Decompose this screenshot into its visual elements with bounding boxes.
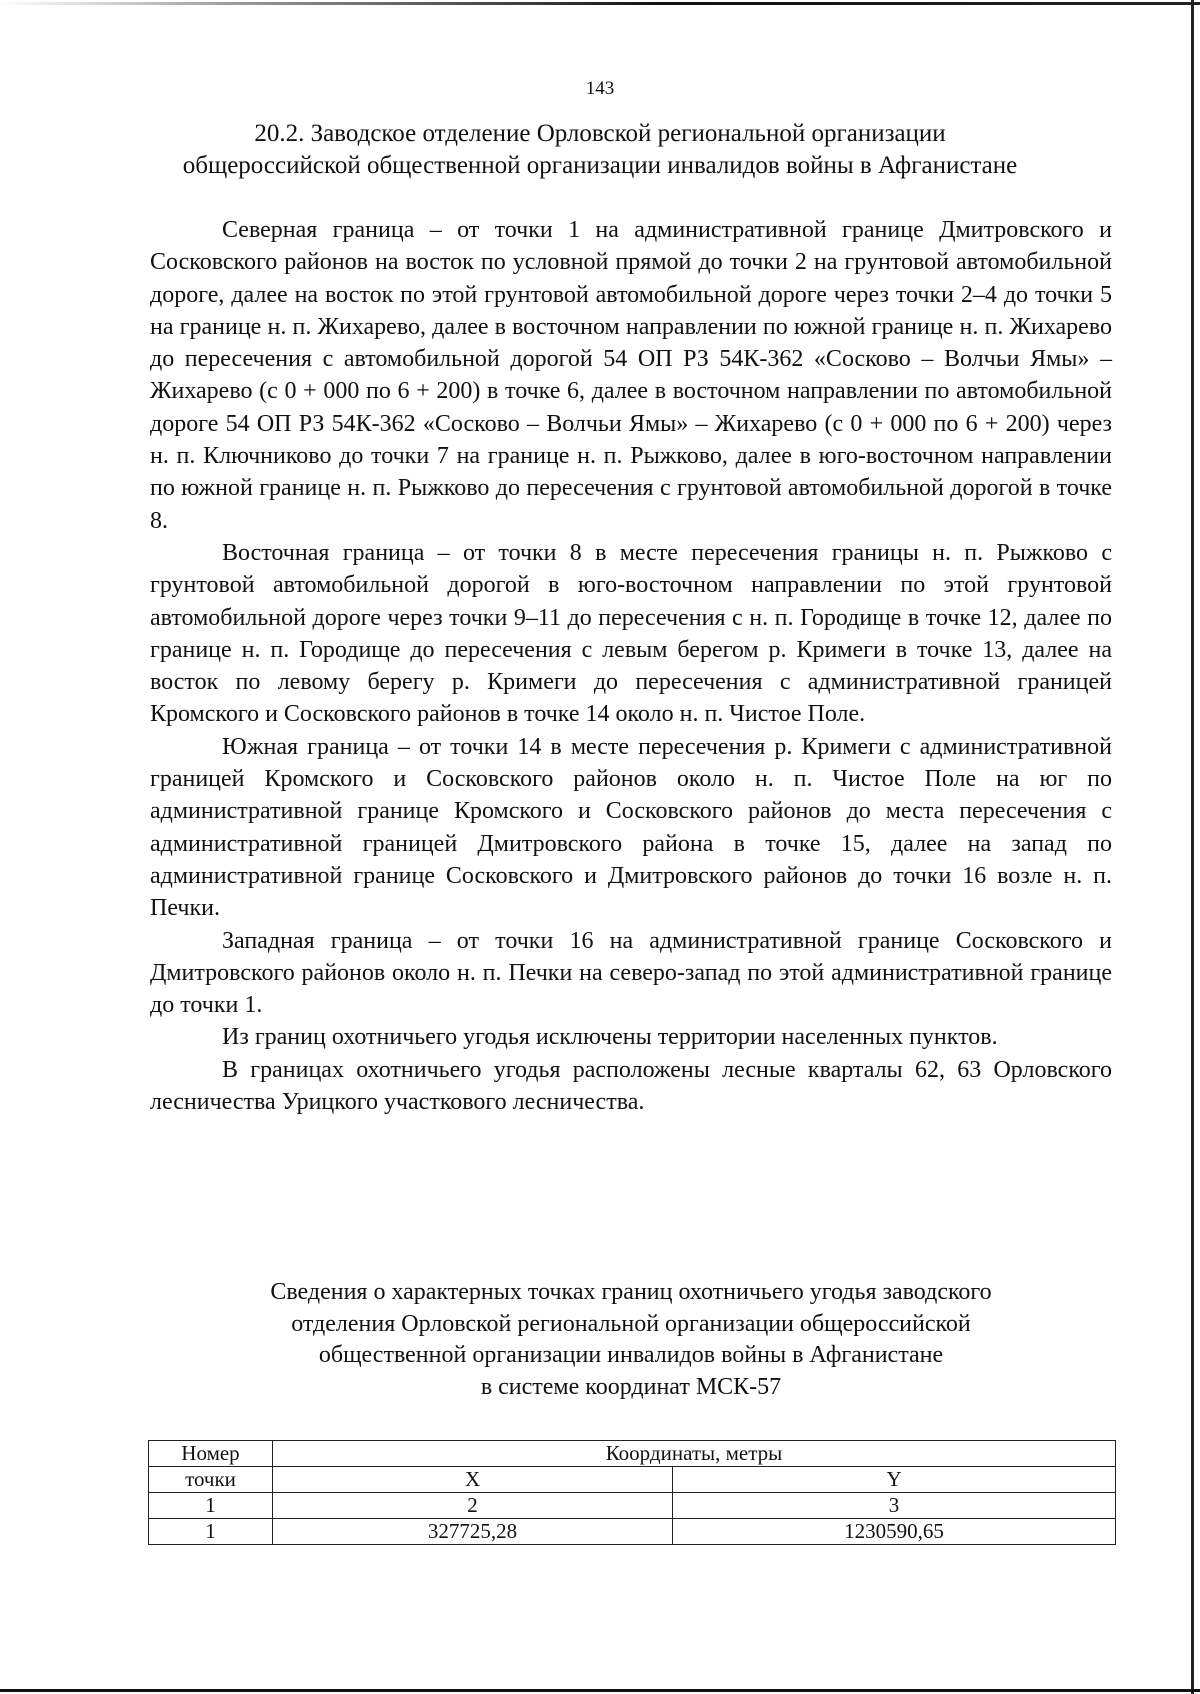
header-point-word: точки — [149, 1467, 273, 1493]
caption-line-1: Сведения о характерных точках границ охотничьего угодья заводского — [270, 1279, 992, 1305]
table-subheader-row — [149, 1467, 1116, 1493]
header-y: Y — [673, 1467, 1116, 1493]
paragraph-west-boundary: Западная граница – от точки 16 на административной границе Сосковского и Дмитровского районов около н. п. Печки на северо-запад по этой административной границе до точки 1. — [150, 927, 1112, 1019]
scan-edge-right — [1191, 0, 1194, 1694]
table-caption — [150, 1277, 1112, 1403]
table-column-number-row — [149, 1493, 1116, 1519]
column-number-1: 1 — [149, 1493, 273, 1519]
section-heading — [140, 118, 1060, 182]
cell-point: 1 — [149, 1519, 273, 1545]
body-text — [150, 214, 1112, 1118]
coordinates-table — [148, 1440, 1116, 1545]
paragraph-forest-quarters: В границах охотничьего угодья расположены лесные кварталы 62, 63 Орловского лесничества Урицкого участкового лесничества. — [150, 1056, 1112, 1116]
scan-edge-top — [0, 2, 1200, 5]
column-number-3: 3 — [673, 1493, 1116, 1519]
column-number-2: 2 — [273, 1493, 673, 1519]
paragraph-east-boundary: Восточная граница – от точки 8 в месте пересечения границы н. п. Рыжково с грунтовой автомобильной дорогой в юго-восточном направлении по этой грунтовой автомобильной дороге через точки 9–11 до пересечения с н. п. Городище в точке 12, далее по границе н. п. Городище до пересечения с левым берегом р. Кримеги в точке 13, далее на восток по левому берегу р. Кримеги до пересечения с административной границей Кромского и Сосковского районов в точке 14 около н. п. Чистое Поле. — [150, 539, 1112, 728]
header-x: X — [273, 1467, 673, 1493]
header-point-number: Номер — [149, 1441, 273, 1467]
caption-line-3: общественной организации инвалидов войны в Афганистане — [318, 1342, 944, 1368]
paragraph-south-boundary: Южная граница – от точки 14 в месте пересечения р. Кримеги с административной границей Кромского и Сосковского районов около н. п. Чистое Поле на юг по административной границе Кромского и Сосковского районов до места пересечения с административной границей Дмитровского района в точке 15, далее на запад по административной границе Сосковского и Дмитровского районов до точки 16 возле н. п. Печки. — [150, 733, 1112, 922]
paragraph-north-boundary: Северная граница – от точки 1 на административной границе Дмитровского и Сосковского районов на восток по условной прямой до точки 2 на грунтовой автомобильной дороге, далее на восток по этой грунтовой автомобильной дороге через точки 2–4 до точки 5 на границе н. п. Жихарево, далее в восточном направлении по южной границе н. п. Жихарево до пересечения с автомобильной дорогой 54 ОП РЗ 54К-362 «Сосково – Волчьи Ямы» – Жихарево (с 0 + 000 по 6 + 200) в точке 6, далее в восточном направлении по автомобильной дороге 54 ОП РЗ 54К-362 «Сосково – Волчьи Ямы» – Жихарево (с 0 + 000 по 6 + 200) через н. п. Ключниково до точки 7 на границе н. п. Рыжково, далее в юго-восточном направлении по южной границе н. п. Рыжково до пересечения с грунтовой автомобильной дорогой в точке 8. — [150, 217, 1112, 534]
paragraph-exclusions: Из границ охотничьего угодья исключены территории населенных пунктов. — [222, 1024, 998, 1051]
caption-line-2: отделения Орловской региональной организации общероссийской — [291, 1310, 971, 1337]
table-row — [149, 1519, 1116, 1545]
cell-x: 327725,28 — [273, 1519, 673, 1545]
header-coordinates: Координаты, метры — [273, 1441, 1116, 1467]
heading-line-1: 20.2. Заводское отделение Орловской региональной организации — [254, 120, 946, 147]
heading-line-2: общероссийской общественной организации инвалидов войны в Афганистане — [182, 152, 1018, 179]
caption-line-4: в системе координат МСК-57 — [480, 1373, 782, 1400]
scan-edge-bottom — [0, 1689, 1200, 1692]
table-header-row — [149, 1441, 1116, 1467]
cell-y: 1230590,65 — [673, 1519, 1116, 1545]
page-number: 143 — [585, 78, 615, 99]
